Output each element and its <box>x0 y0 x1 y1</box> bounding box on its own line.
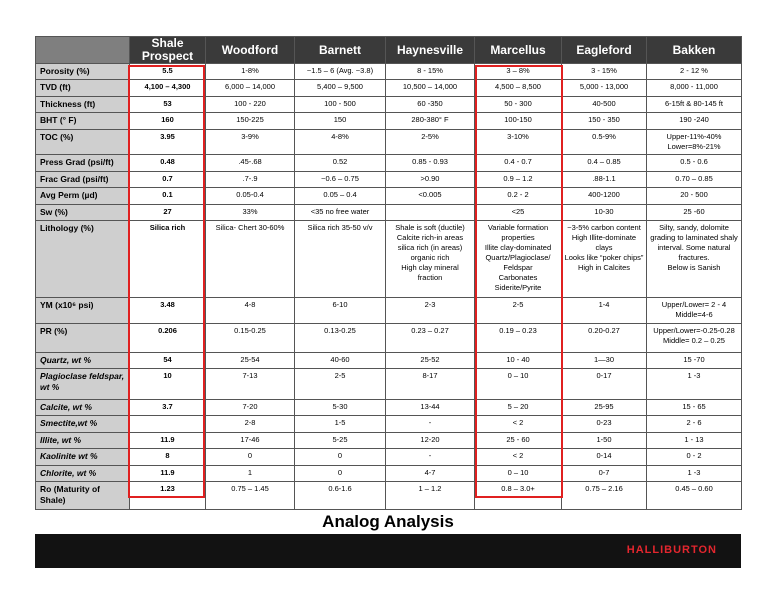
table-cell: 1-8% <box>206 64 295 80</box>
table-cell: 400-1200 <box>562 188 647 204</box>
row-label: Illite, wt % <box>36 432 130 448</box>
table-cell: 40-500 <box>562 96 647 112</box>
table-cell: 25-52 <box>386 352 475 368</box>
header-haynesville: Haynesville <box>386 37 475 64</box>
table-cell: 4,100 – 4,300 <box>130 80 206 96</box>
caption-analog-analysis: Analog Analysis <box>322 512 454 531</box>
table-cell: 0.75 – 2.16 <box>562 482 647 510</box>
table-cell: Silica- Chert 30-60% <box>206 221 295 298</box>
table-cell: 0.5 - 0.6 <box>647 155 742 171</box>
row-label: Press Grad (psi/ft) <box>36 155 130 171</box>
table-cell: 53 <box>130 96 206 112</box>
table-cell: 0 – 10 <box>475 465 562 481</box>
table-cell: - <box>386 449 475 465</box>
table-cell: 0.05-0.4 <box>206 188 295 204</box>
table-cell: 0.6-1.6 <box>295 482 386 510</box>
table-cell: 0.48 <box>130 155 206 171</box>
table-cell: 3 - 15% <box>562 64 647 80</box>
table-cell: Silty, sandy, dolomite grading to laminated shaly interval. Some natural fractures. Below is Sanish <box>647 221 742 298</box>
table-cell: 280-380° F <box>386 113 475 129</box>
table-row <box>36 482 742 510</box>
table-cell: 5-30 <box>295 399 386 415</box>
row-label: BHT (° F) <box>36 113 130 129</box>
table-cell: 10 - 40 <box>475 352 562 368</box>
table-cell: 2-3 <box>386 298 475 324</box>
table-cell: 2-5 <box>475 298 562 324</box>
header-bakken: Bakken <box>647 37 742 64</box>
table-cell: 0.2 - 2 <box>475 188 562 204</box>
table-cell: 7-13 <box>206 369 295 400</box>
table-cell: 27 <box>130 204 206 220</box>
table-cell <box>130 416 206 432</box>
table-cell: 0 <box>295 465 386 481</box>
table-cell: 0.206 <box>130 323 206 352</box>
table-cell: 1-5 <box>295 416 386 432</box>
table-cell: 0.9 – 1.2 <box>475 171 562 187</box>
table-cell: 0-17 <box>562 369 647 400</box>
table-row <box>36 64 742 80</box>
table-cell: 3.48 <box>130 298 206 324</box>
table-cell: 5,000 - 13,000 <box>562 80 647 96</box>
table-cell: Silica rich <box>130 221 206 298</box>
table-row <box>36 171 742 187</box>
table-cell: 1—30 <box>562 352 647 368</box>
table-cell: 0 – 10 <box>475 369 562 400</box>
header-marcellus: Marcellus <box>475 37 562 64</box>
table-cell: 3.95 <box>130 129 206 155</box>
row-label: TVD (ft) <box>36 80 130 96</box>
table-cell: 8 - 15% <box>386 64 475 80</box>
table-cell: 0.7 <box>130 171 206 187</box>
table-cell: < 2 <box>475 449 562 465</box>
row-label: Sw (%) <box>36 204 130 220</box>
table-row <box>36 204 742 220</box>
table-cell: <25 <box>475 204 562 220</box>
table-cell: 1-4 <box>562 298 647 324</box>
table-cell: 2-8 <box>206 416 295 432</box>
header-row <box>36 37 742 64</box>
table-cell: 4,500 – 8,500 <box>475 80 562 96</box>
header-eagleford: Eagleford <box>562 37 647 64</box>
table-row <box>36 113 742 129</box>
table-cell: 8 <box>130 449 206 465</box>
header-corner <box>36 37 130 64</box>
table-cell: 4-8 <box>206 298 295 324</box>
header-barnett: Barnett <box>295 37 386 64</box>
table-cell: 1 -3 <box>647 465 742 481</box>
table-cell: 0-14 <box>562 449 647 465</box>
table-row <box>36 155 742 171</box>
table-cell: 3-9% <box>206 129 295 155</box>
table-cell: 0.05 – 0.4 <box>295 188 386 204</box>
table-cell: 3 – 8% <box>475 64 562 80</box>
analog-table <box>35 36 742 510</box>
table-cell: 15 -70 <box>647 352 742 368</box>
table-cell: 1 <box>206 465 295 481</box>
table-row <box>36 352 742 368</box>
table-cell: 4-7 <box>386 465 475 481</box>
table-cell: >0.90 <box>386 171 475 187</box>
table-row <box>36 369 742 400</box>
table-cell: Shale is soft (ductile) Calcite rich-in areas silica rich (in areas) organic rich High clay mineral fraction <box>386 221 475 298</box>
table-row <box>36 465 742 481</box>
table-cell: 150-225 <box>206 113 295 129</box>
table-cell: 33% <box>206 204 295 220</box>
table-cell: Variable formation properties Illite clay-dominated Quartz/Plagioclase/ Feldspar Carbonates Siderite/Pyrite <box>475 221 562 298</box>
row-label: YM (x10⁶ psi) <box>36 298 130 324</box>
table-cell: 1-50 <box>562 432 647 448</box>
table-cell: 10 <box>130 369 206 400</box>
table-cell: 150 <box>295 113 386 129</box>
table-cell: 0.1 <box>130 188 206 204</box>
table-cell: 40-60 <box>295 352 386 368</box>
table-cell: Upper-11%-40% Lower=8%-21% <box>647 129 742 155</box>
table-cell: 20 - 500 <box>647 188 742 204</box>
row-label: Lithology (%) <box>36 221 130 298</box>
table-cell: <35 no free water <box>295 204 386 220</box>
table-cell: 0.4 - 0.7 <box>475 155 562 171</box>
table-cell: 0.52 <box>295 155 386 171</box>
table-cell: 12-20 <box>386 432 475 448</box>
table-cell: 25-54 <box>206 352 295 368</box>
table-row <box>36 323 742 352</box>
table-cell: 2 - 6 <box>647 416 742 432</box>
table-cell: 1.23 <box>130 482 206 510</box>
footer-bar <box>35 534 741 568</box>
table-cell: 8-17 <box>386 369 475 400</box>
table-row <box>36 221 742 298</box>
table-row <box>36 96 742 112</box>
table-cell: < 2 <box>475 416 562 432</box>
table-cell: 0-7 <box>562 465 647 481</box>
table-cell: 100 - 500 <box>295 96 386 112</box>
table-cell: 5-25 <box>295 432 386 448</box>
table-row <box>36 298 742 324</box>
table-cell: 0.5-9% <box>562 129 647 155</box>
table-cell: 0.4 – 0.85 <box>562 155 647 171</box>
table-cell: 4-8% <box>295 129 386 155</box>
row-label: Frac Grad (psi/ft) <box>36 171 130 187</box>
table-cell: 25-95 <box>562 399 647 415</box>
table-cell: <0.005 <box>386 188 475 204</box>
row-label: Avg Perm (µd) <box>36 188 130 204</box>
table-cell: 2-5% <box>386 129 475 155</box>
row-label: PR (%) <box>36 323 130 352</box>
table-cell: Silica rich 35-50 v/v <box>295 221 386 298</box>
table-cell: 0.15-0.25 <box>206 323 295 352</box>
table-cell: 8,000 - 11,000 <box>647 80 742 96</box>
table-row <box>36 399 742 415</box>
row-label: Smectite,wt % <box>36 416 130 432</box>
table-cell: .45-.68 <box>206 155 295 171</box>
table-cell: 3.7 <box>130 399 206 415</box>
table-cell: ~3-5% carbon content High Illite-dominate clays Looks like “poker chips” High in Calcites <box>562 221 647 298</box>
table-row <box>36 80 742 96</box>
table-cell: 0 <box>295 449 386 465</box>
table-cell: 6-15ft & 80-145 ft <box>647 96 742 112</box>
table-cell: 11.9 <box>130 432 206 448</box>
table-cell: 13-44 <box>386 399 475 415</box>
table-cell: 100 - 220 <box>206 96 295 112</box>
header-shale-prospect: Shale Prospect <box>130 37 206 64</box>
header-woodford: Woodford <box>206 37 295 64</box>
table-cell: 54 <box>130 352 206 368</box>
table-cell: 0 <box>206 449 295 465</box>
halliburton-logo: HALLIBURTON <box>626 544 717 556</box>
table-row <box>36 129 742 155</box>
row-label: Kaolinite wt % <box>36 449 130 465</box>
table-cell: 2 - 12 % <box>647 64 742 80</box>
row-label: Chlorite, wt % <box>36 465 130 481</box>
table-cell: 15 - 65 <box>647 399 742 415</box>
table-row <box>36 188 742 204</box>
table-cell: 17-46 <box>206 432 295 448</box>
table-cell: 0.85 - 0.93 <box>386 155 475 171</box>
table-cell: 1 - 13 <box>647 432 742 448</box>
table-cell: 2-5 <box>295 369 386 400</box>
row-label: Calcite, wt % <box>36 399 130 415</box>
table-row <box>36 416 742 432</box>
row-label: Quartz, wt % <box>36 352 130 368</box>
table-cell: 0.13-0.25 <box>295 323 386 352</box>
table-cell: 0.23 – 0.27 <box>386 323 475 352</box>
table-cell: 0.45 – 0.60 <box>647 482 742 510</box>
table-cell: 0.19 – 0.23 <box>475 323 562 352</box>
table-cell: 0.20-0.27 <box>562 323 647 352</box>
table-cell: 0.70 – 0.85 <box>647 171 742 187</box>
table-cell: 6,000 – 14,000 <box>206 80 295 96</box>
table-cell: 0.75 – 1.45 <box>206 482 295 510</box>
table-cell: Upper/Lower=-0.25-0.28 Middle= 0.2 – 0.25 <box>647 323 742 352</box>
table-cell: 10,500 – 14,000 <box>386 80 475 96</box>
table-cell: 50 - 300 <box>475 96 562 112</box>
table-cell: ~0.6 – 0.75 <box>295 171 386 187</box>
table-cell: 5.5 <box>130 64 206 80</box>
table-cell: 1 – 1.2 <box>386 482 475 510</box>
table-cell: 150 - 350 <box>562 113 647 129</box>
table-cell: ~1.5 – 6 (Avg. ~3.8) <box>295 64 386 80</box>
table-cell: 100-150 <box>475 113 562 129</box>
table-cell: 3-10% <box>475 129 562 155</box>
table-cell: 0 - 2 <box>647 449 742 465</box>
table-cell: .7-.9 <box>206 171 295 187</box>
row-label: Thickness (ft) <box>36 96 130 112</box>
table-cell: - <box>386 416 475 432</box>
row-label: TOC (%) <box>36 129 130 155</box>
row-label: Ro (Maturity of Shale) <box>36 482 130 510</box>
table-cell: .88-1.1 <box>562 171 647 187</box>
row-label: Plagioclase feldspar, wt % <box>36 369 130 400</box>
table-cell: 6-10 <box>295 298 386 324</box>
table-cell: 1 -3 <box>647 369 742 400</box>
table-cell: 7-20 <box>206 399 295 415</box>
table-cell: 0-23 <box>562 416 647 432</box>
table-cell: 60 -350 <box>386 96 475 112</box>
table-cell: 5 – 20 <box>475 399 562 415</box>
table-row <box>36 432 742 448</box>
table-cell: 25 - 60 <box>475 432 562 448</box>
table-row <box>36 449 742 465</box>
table-cell: Upper/Lower= 2 - 4 Middle=4-6 <box>647 298 742 324</box>
table-cell: 10-30 <box>562 204 647 220</box>
table-cell: 0.8 – 3.0+ <box>475 482 562 510</box>
table-cell: 160 <box>130 113 206 129</box>
table-cell: 190 -240 <box>647 113 742 129</box>
table-cell: 11.9 <box>130 465 206 481</box>
table-cell: 5,400 – 9,500 <box>295 80 386 96</box>
row-label: Porosity (%) <box>36 64 130 80</box>
table-cell <box>386 204 475 220</box>
table-cell: 25 -60 <box>647 204 742 220</box>
